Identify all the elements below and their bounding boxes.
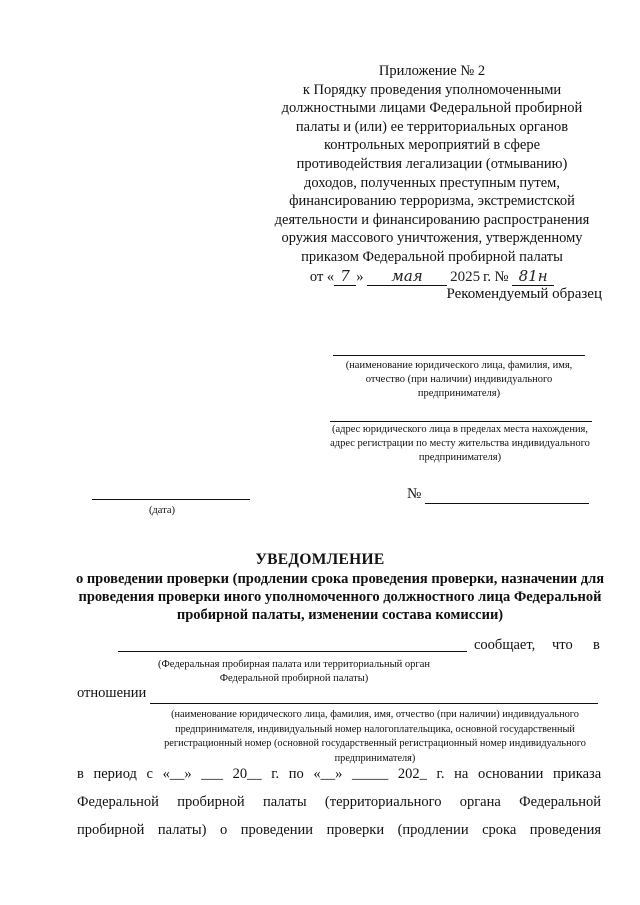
annex-line: деятельности и финансированию распространения: [274, 211, 590, 228]
annex-line: финансированию терроризма, экстремистской: [289, 193, 575, 210]
sample-label: Рекомендуемый образец: [446, 286, 602, 302]
word: 202_: [397, 766, 427, 782]
word: г.: [271, 766, 280, 782]
reports-word: сообщает,: [474, 637, 536, 653]
date-mid: »: [356, 268, 364, 285]
authority-line: [118, 651, 467, 652]
paragraph-line-1: [77, 766, 601, 783]
order-date-line: [262, 267, 602, 287]
handwritten-year: 2025: [450, 268, 481, 285]
word: основании: [477, 766, 544, 782]
handwritten-month: мая: [367, 267, 447, 287]
annex-line: приказом Федеральной пробирной палаты: [301, 248, 563, 265]
annex-line: палаты и (или) ее территориальных органов: [295, 118, 569, 135]
annex-block: [262, 62, 602, 286]
word: период: [93, 766, 137, 782]
annex-line: должностными лицами Федеральной пробирной: [281, 100, 583, 117]
recipient-name-line: [333, 355, 585, 356]
word: на: [454, 766, 469, 782]
number-label: №: [407, 486, 422, 502]
word: проведения: [529, 822, 602, 838]
word: с: [146, 766, 153, 782]
word: пробирной: [177, 794, 245, 810]
word: г.: [436, 766, 445, 782]
that-word: что: [552, 637, 573, 653]
word: по: [288, 766, 304, 782]
word: приказа: [553, 766, 602, 782]
date-caption: (дата): [148, 505, 176, 516]
word: органа: [459, 794, 501, 810]
year-suffix: г. №: [483, 268, 509, 285]
annex-line: оружия массового уничтожения, утвержденному: [281, 230, 583, 247]
date-prefix: от «: [309, 268, 335, 285]
recipient-name-caption: (наименование юридического лица, фамилия, имя, отчество (при наличии) индивидуального предпринимателя): [345, 360, 573, 399]
word: в: [77, 766, 84, 782]
word: пробирной: [77, 822, 145, 838]
annex-line: доходов, полученных преступным путем,: [304, 174, 560, 191]
regarding-word: отношении: [77, 685, 147, 701]
word: (продлении: [397, 822, 469, 838]
annex-line: противодействия легализации (отмыванию): [296, 155, 568, 172]
word: палаты: [262, 794, 307, 810]
annex-line: контрольных мероприятий в сфере: [324, 137, 540, 154]
recipient-address-line: [330, 421, 592, 422]
paragraph-line-3: [77, 822, 601, 839]
handwritten-order-number: 81н: [512, 267, 554, 287]
word: ___: [201, 766, 223, 782]
document-subtitle: о проведении проверки (продлении срока проведения проверки, назначении для проведения проверки иного уполномоченного должностного лица Федеральной пробирной палаты, изменении состава комиссии): [75, 571, 605, 623]
word: проведении: [240, 822, 314, 838]
word: (территориального: [324, 794, 442, 810]
word: 20__: [232, 766, 262, 782]
date-line: [92, 499, 250, 500]
word: проверки: [326, 822, 385, 838]
paragraph-line-2: [77, 794, 601, 811]
recipient-address-caption: (адрес юридического лица в пределах места нахождения, адрес регистрации по месту жительства индивидуального предпринимателя): [330, 424, 590, 463]
subject-line: [150, 703, 598, 704]
word: палаты): [157, 822, 207, 838]
document-title: УВЕДОМЛЕНИЕ: [255, 551, 385, 568]
authority-caption: (Федеральная пробирная палата или территориальный орган Федеральной пробирной палаты): [158, 659, 430, 684]
word: _____: [352, 766, 389, 782]
annex-line: Приложение № 2: [378, 63, 486, 79]
word: Федеральной: [77, 794, 159, 810]
handwritten-day: 7: [334, 267, 356, 287]
number-line: [425, 503, 589, 504]
annex-line: к Порядку проведения уполномоченными: [302, 81, 562, 98]
word: «__»: [313, 766, 343, 782]
in-word: в: [593, 637, 600, 653]
word: срока: [482, 822, 517, 838]
word: «__»: [162, 766, 192, 782]
word: Федеральной: [519, 794, 602, 810]
subject-caption: (наименование юридического лица, фамилия, имя, отчество (при наличии) индивидуального предпринимателя, индивидуальный номер налогоплательщика, основной государственный регистрационный номер (основной государственный регистрационный номер индивидуального предпринимателя): [164, 709, 586, 764]
word: о: [219, 822, 228, 838]
